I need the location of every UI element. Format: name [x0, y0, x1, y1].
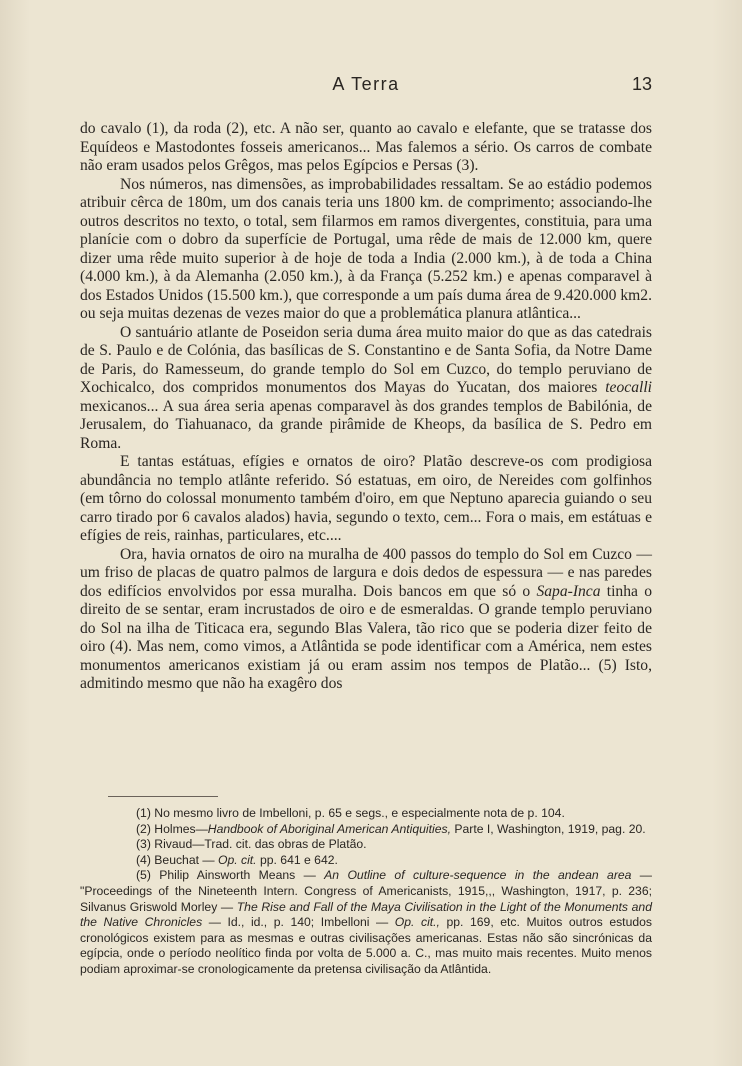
running-title: A Terra: [332, 74, 400, 94]
text-run: Nos números, nas dimensões, as improbabilidades ressaltam. Se ao estádio podemos atribuir cêrca de 180m, um dos canais teria uns 1800 km. de comprimento; associando-lhe outros descritos no texto, o total, sem filarmos em ramos divergentes, constituia, para uma planície com o dobro da superfície de Portugal, uma rêde de mais de 12.000 km, quere dizer uma rêde muito superior à de hoje de toda a India (2.000 km.), à de toda a China (4.000 km.), à da Alemanha (2.050 km.), à da França (5.252 km.) e apenas comparavel à dos Estados Unidos (15.500 km.), que corresponde a um país duma área de 9.420.000 km2. ou seja muitas dezenas de vezes maior do que a problemática planura atlântica...: [80, 175, 652, 322]
text-run: O santuário atlante de Poseidon seria duma área muito maior do que as das catedrais de S. Paulo e de Colónia, das basílicas de S. Constantino e de Santa Sofia, da Notre Dame de Paris, do Ramesseum, do grande templo do Sol em Cuzco, do templo peruviano de Xochicalco, dos compridos monumentos dos Mayas do Yucatan, dos maiores: [80, 323, 652, 396]
text-run: (3) Rivaud—Trad. cit. das obras de Platão.: [136, 837, 367, 852]
footnote: [80, 868, 652, 977]
italic-text: Op. cit.: [217, 852, 257, 867]
text-run: — Id., id., p. 140; Imbelloni —: [202, 915, 395, 930]
italic-text: Sapa-Inca: [536, 582, 601, 600]
body-paragraph: [80, 176, 652, 324]
text-run: Parte I, Washington, 1919, pag. 20.: [451, 821, 646, 836]
footnote: [80, 822, 652, 838]
text-run: mexicanos... A sua área seria apenas comparavel às dos grandes templos de Babilónia, de Jerusalem, do Tiahuanaco, da grande pirâmide de Kheops, da basílica de S. Pedro em Roma.: [80, 397, 652, 452]
text-run: (5) Philip Ainsworth Means —: [136, 868, 325, 883]
running-head: [80, 74, 652, 100]
italic-text: teocalli: [605, 379, 652, 396]
footnote: [80, 853, 652, 869]
text-run: (1) No mesmo livro de Imbelloni, p. 65 e segs., e especialmente nota de p. 104.: [136, 806, 565, 820]
body-text: [80, 120, 652, 694]
text-run: E tantas estátuas, efígies e ornatos de oiro? Platão descreve-os com prodigiosa abundância no templo atlânte referido. Só estatuas, em oiro, de Nereides com golfinhos (em tôrno do colossal monumento também d'oiro, em que Neptuno aparecia guiando o seu carro tirado por 6 cavalos alados) havia, segundo o texto, cem... Fora o mais, em estátuas e efígies de reis, rainhas, particulares, etc....: [80, 453, 652, 544]
text-run: tinha o direito de se sentar, eram incrustados de oiro e de esmeraldas. O grande templo peruviano do Sol na ilha de Titicaca era, segundo Blas Valera, tão rico que se poderia dizer feito de oiro (4). Mas nem, como vimos, a Atlântida se pode identificar com a América, nem estes monumentos americanos existiam já ou eram assim nos tempos de Platão... (5) Isto, admitindo mesmo que não ha exagêro dos: [80, 582, 652, 692]
text-run: — "Proceedings of the Nineteenth Intern. Congress of Americanists, 1915,,, Washington, 1917, p. 236; Silvanus Griswold Morley —: [80, 868, 652, 914]
text-run: pp. 641 e 642.: [256, 852, 338, 867]
text-run: Ora, havia ornatos de oiro na muralha de 400 passos do templo do Sol em Cuzco — um friso de placas de quatro palmos de largura e dois dedos de espessura — e nas paredes dos edifícios envolvidos por essa muralha. Dois bancos em que só o: [80, 545, 652, 600]
italic-text: An Outline of culture-sequence in the andean area: [324, 868, 632, 883]
footnote-divider: [108, 796, 218, 797]
text-run: (4) Beuchat —: [136, 852, 218, 867]
italic-text: The Rise and Fall of the Maya Civilisation in the Light of the Monuments and the Native Chronicles: [80, 899, 652, 930]
body-paragraph: [80, 546, 652, 694]
italic-text: Op. cit.,: [394, 915, 440, 930]
text-run: do cavalo (1), da roda (2), etc. A não ser, quanto ao cavalo e elefante, que se tratasse dos Equídeos e Mastodontes fosseis americanos... Mas falemos a sério. Os carros de combate não eram usados pelos Grêgos, mas pelos Egípcios e Persas (3).: [80, 120, 652, 174]
body-paragraph: [80, 453, 652, 546]
body-paragraph: [80, 120, 652, 176]
text-run: (2) Holmes—: [136, 821, 208, 836]
page-number: 13: [631, 74, 652, 94]
footnotes: [80, 806, 652, 978]
footnote: [80, 806, 652, 822]
italic-text: Handbook of Aboriginal American Antiquities,: [207, 821, 451, 836]
footnote: [80, 837, 652, 853]
body-paragraph: [80, 324, 652, 454]
text-run: pp. 169, etc. Muitos outros estudos cronológicos existem para as mesmas e outras civilisações americanas. Estas não são sincrónicas da egípcia, onde o período neolítico finda por volta de 5.000 a. C., mas muito mais recentes. Muito menos podiam aproximar-se cronologicamente da pretensa civilisação da Atlântida.: [80, 915, 653, 976]
